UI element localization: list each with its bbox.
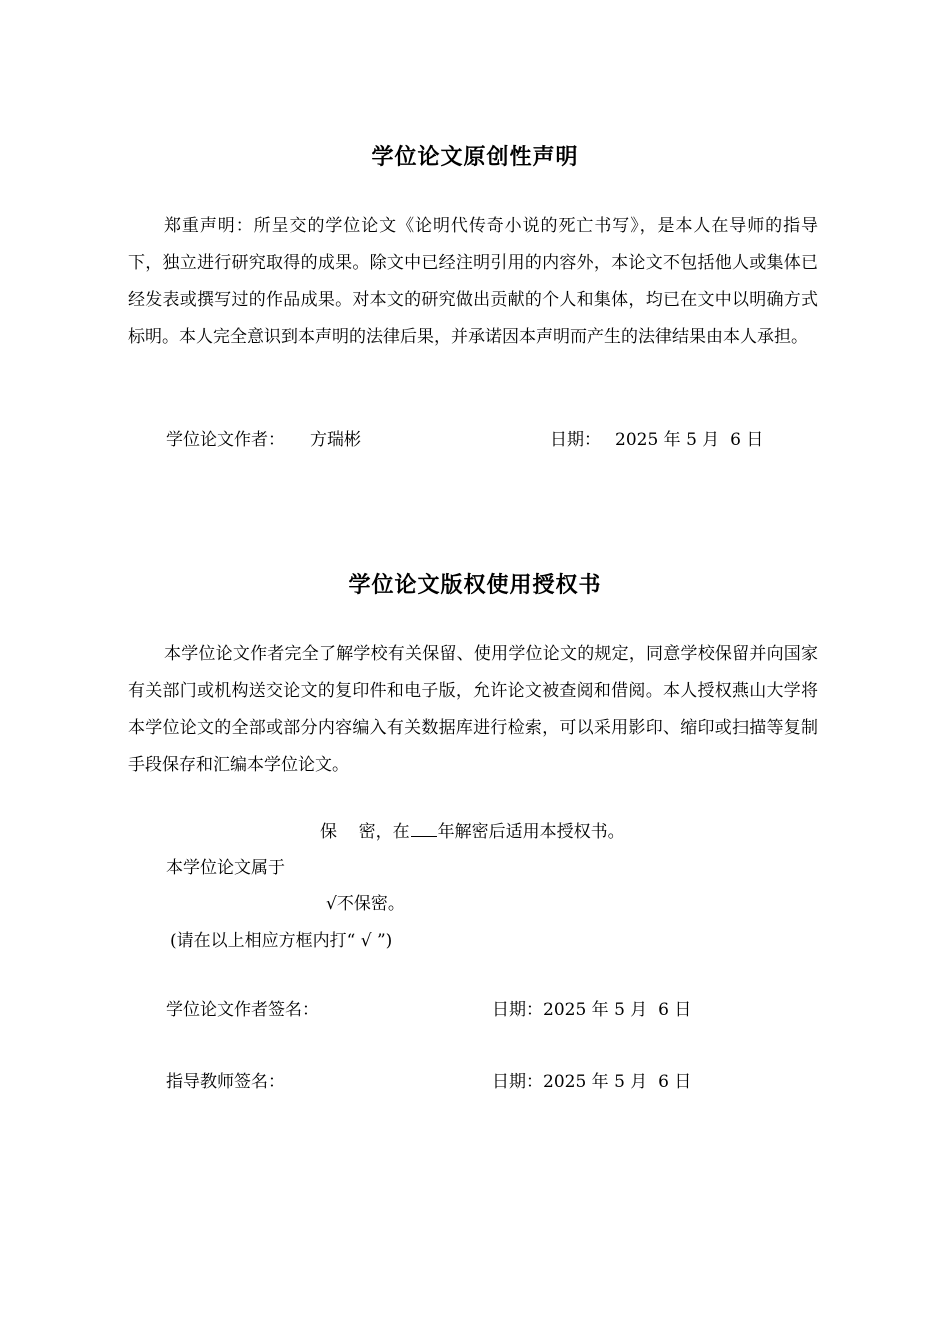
author-signature-label: 学位论文作者签名： xyxy=(166,1000,319,1020)
originality-author-name: 方瑞彬 xyxy=(310,430,361,450)
originality-date-value: 2025 年 5 月 6 日 xyxy=(615,430,764,450)
check-instruction: (请在以上相应方框内打“ √ ”) xyxy=(170,931,393,951)
originality-date-label: 日期： xyxy=(550,430,601,450)
authorization-title: 学位论文版权使用授权书 xyxy=(348,573,602,598)
originality-author-label: 学位论文作者： xyxy=(166,430,285,450)
author-signature-date: 日期：2025 年 5 月 6 日 xyxy=(492,1000,692,1020)
not-confidential-option: √不保密。 xyxy=(326,894,405,914)
advisor-signature-label: 指导教师签名： xyxy=(166,1072,285,1092)
confidential-option xyxy=(320,820,625,844)
confidential-suffix: 年解密后适用本授权书。 xyxy=(437,822,625,842)
belongs-label: 本学位论文属于 xyxy=(166,858,285,878)
confidential-prefix: 保 密，在 xyxy=(320,822,410,842)
advisor-signature-date: 日期：2025 年 5 月 6 日 xyxy=(492,1072,692,1092)
originality-title: 学位论文原创性声明 xyxy=(371,145,579,170)
authorization-statement: 本学位论文作者完全了解学校有关保留、使用学位论文的规定，同意学校保留并向国家有关部门或机构送交论文的复印件和电子版，允许论文被查阅和借阅。本人授权燕山大学将本学位论文的全部或部分内容编入有关数据库进行检索，可以采用影印、缩印或扫描等复制手段保存和汇编本学位论文。 xyxy=(128,644,818,775)
years-blank xyxy=(411,820,437,837)
originality-statement: 郑重声明：所呈交的学位论文《论明代传奇小说的死亡书写》，是本人在导师的指导下，独立进行研究取得的成果。除文中已经注明引用的内容外，本论文不包括他人或集体已经发表或撰写过的作品成果。对本文的研究做出贡献的个人和集体，均已在文中以明确方式标明。本人完全意识到本声明的法律后果，并承诺因本声明而产生的法律结果由本人承担。 xyxy=(128,216,818,347)
